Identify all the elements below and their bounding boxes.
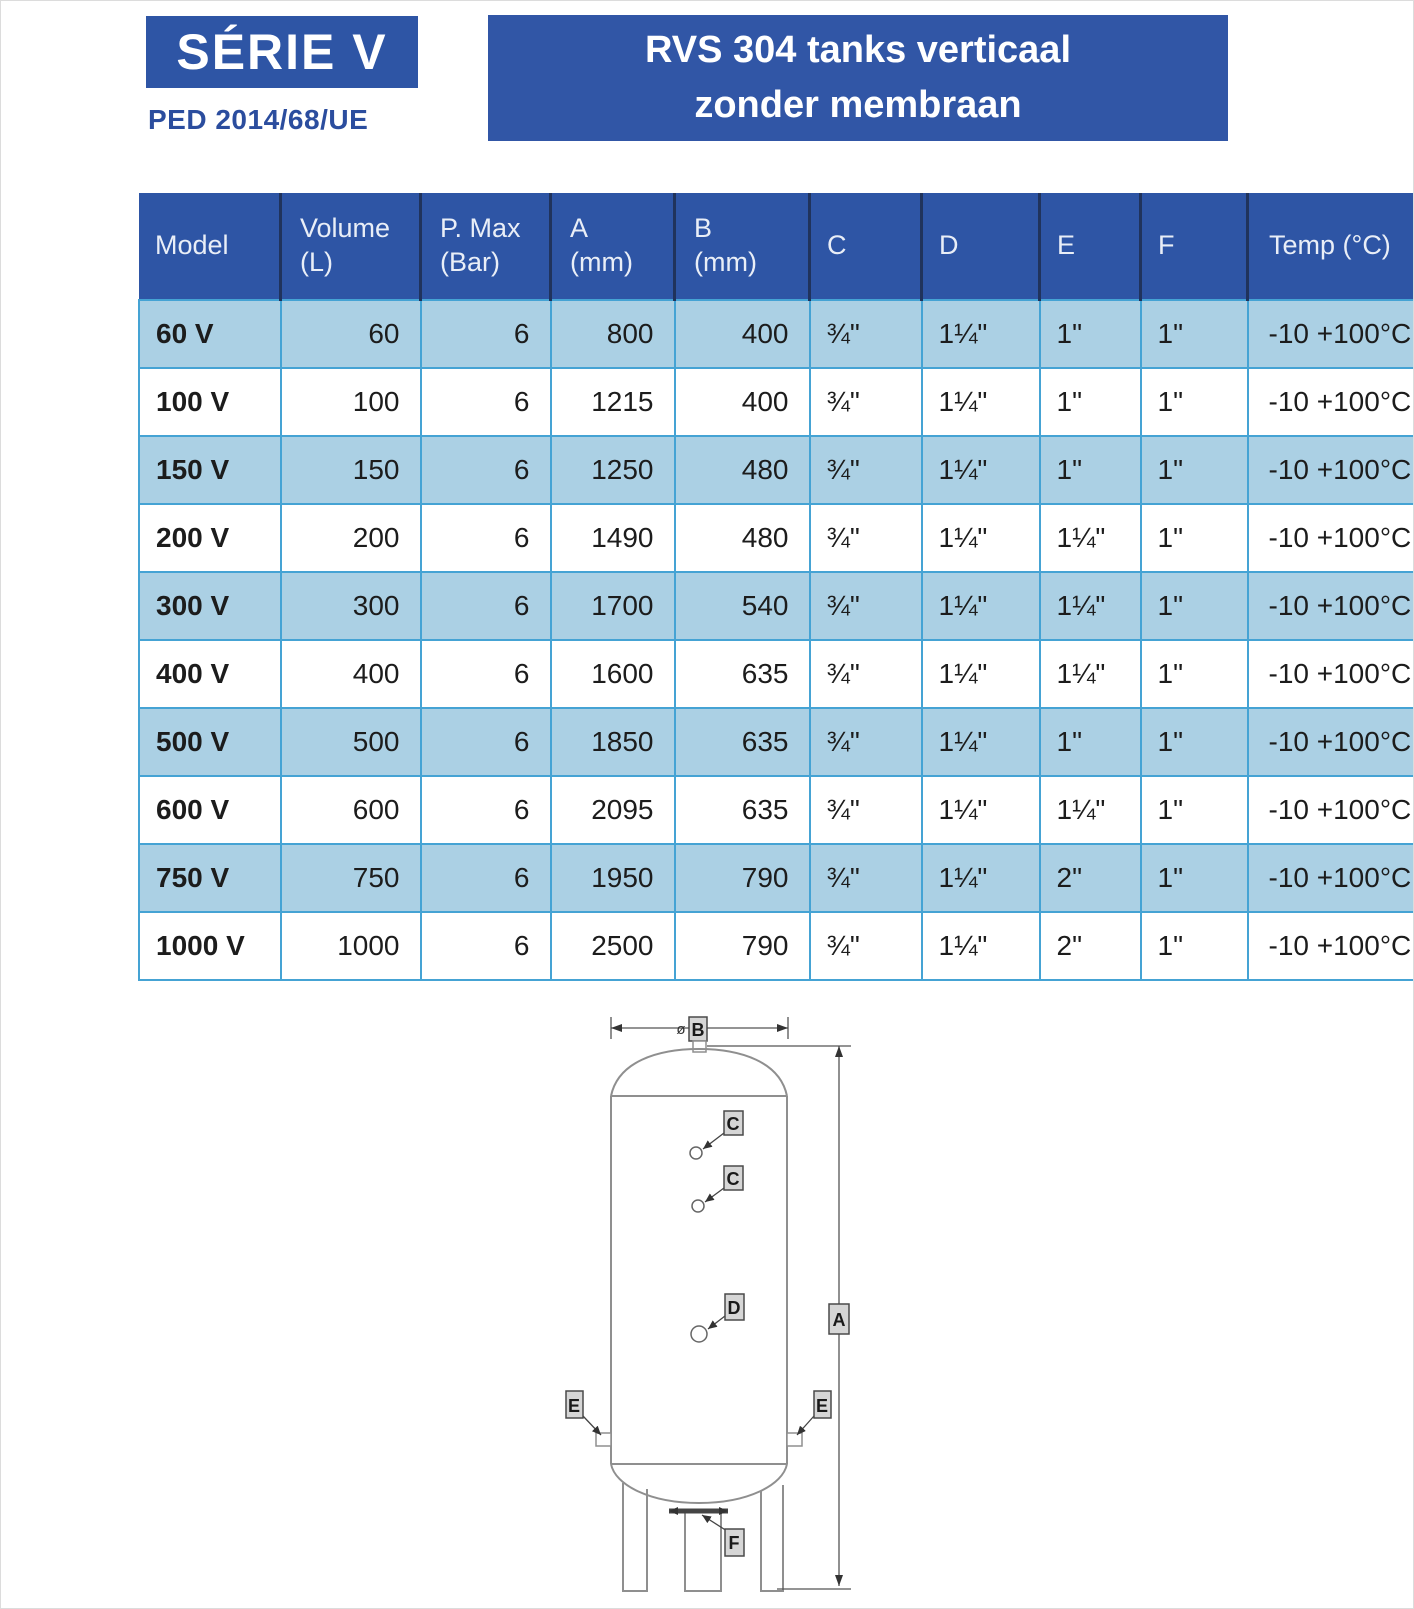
cell-d: 1¼" bbox=[922, 640, 1040, 708]
cell-pmax: 6 bbox=[421, 504, 551, 572]
cell-temp: -10 +100°C bbox=[1248, 912, 1414, 980]
cell-pmax: 6 bbox=[421, 572, 551, 640]
cell-b: 400 bbox=[675, 300, 810, 368]
cell-e: 1" bbox=[1040, 708, 1141, 776]
cell-f: 1" bbox=[1141, 912, 1248, 980]
column-header-label: E bbox=[1057, 230, 1076, 261]
cell-d: 1¼" bbox=[922, 368, 1040, 436]
cell-temp: -10 +100°C bbox=[1248, 300, 1414, 368]
cell-e: 1¼" bbox=[1040, 640, 1141, 708]
cell-volume: 600 bbox=[281, 776, 421, 844]
column-header-volume bbox=[281, 193, 421, 300]
table-header bbox=[139, 193, 1414, 300]
cell-d: 1¼" bbox=[922, 504, 1040, 572]
cell-f: 1" bbox=[1141, 436, 1248, 504]
label-c-top: C bbox=[726, 1114, 740, 1134]
leg-left bbox=[623, 1483, 647, 1591]
cell-a: 1250 bbox=[551, 436, 675, 504]
table-row bbox=[139, 844, 1414, 912]
spec-table bbox=[138, 193, 1414, 981]
cell-model: 400 V bbox=[139, 640, 281, 708]
table-row bbox=[139, 572, 1414, 640]
table-row bbox=[139, 708, 1414, 776]
column-header-c bbox=[810, 193, 922, 300]
cell-e: 1¼" bbox=[1040, 572, 1141, 640]
table-row bbox=[139, 436, 1414, 504]
cell-volume: 200 bbox=[281, 504, 421, 572]
label-a: A bbox=[832, 1310, 846, 1330]
cell-volume: 100 bbox=[281, 368, 421, 436]
label-e-left: E bbox=[567, 1396, 581, 1416]
cell-pmax: 6 bbox=[421, 844, 551, 912]
cell-a: 1700 bbox=[551, 572, 675, 640]
leg-right bbox=[761, 1485, 783, 1591]
cell-f: 1" bbox=[1141, 572, 1248, 640]
cell-temp: -10 +100°C bbox=[1248, 708, 1414, 776]
cell-b: 790 bbox=[675, 912, 810, 980]
cell-volume: 150 bbox=[281, 436, 421, 504]
cell-e: 1" bbox=[1040, 300, 1141, 368]
column-header-b bbox=[675, 193, 810, 300]
cell-temp: -10 +100°C bbox=[1248, 776, 1414, 844]
cell-volume: 300 bbox=[281, 572, 421, 640]
ped-certification-label: PED 2014/68/UE bbox=[148, 104, 369, 135]
column-header-unit: (mm) bbox=[570, 247, 633, 277]
label-b: B bbox=[691, 1020, 705, 1040]
cell-model: 600 V bbox=[139, 776, 281, 844]
column-header-e bbox=[1040, 193, 1141, 300]
label-e-right: E bbox=[815, 1396, 829, 1416]
column-header-label: B bbox=[694, 213, 713, 244]
cell-a: 1215 bbox=[551, 368, 675, 436]
column-header-temp bbox=[1248, 193, 1414, 300]
cell-a: 1850 bbox=[551, 708, 675, 776]
title-line-2: zonder membraan bbox=[694, 84, 1022, 126]
cell-c: ¾" bbox=[810, 300, 922, 368]
title-line-1: RVS 304 tanks verticaal bbox=[644, 28, 1071, 71]
callout-e-left bbox=[566, 1391, 601, 1435]
column-header-model bbox=[139, 193, 281, 300]
table-row bbox=[139, 300, 1414, 368]
cell-a: 2095 bbox=[551, 776, 675, 844]
cell-e: 1" bbox=[1040, 436, 1141, 504]
column-header-unit: (L) bbox=[300, 247, 333, 277]
cell-b: 635 bbox=[675, 640, 810, 708]
column-header-label: P. Max bbox=[440, 213, 521, 244]
cell-c: ¾" bbox=[810, 776, 922, 844]
table-header-row bbox=[139, 193, 1414, 300]
cell-pmax: 6 bbox=[421, 640, 551, 708]
column-header-label: Model bbox=[155, 230, 229, 261]
cell-a: 800 bbox=[551, 300, 675, 368]
column-header-label: F bbox=[1158, 230, 1175, 261]
callout-d bbox=[691, 1294, 744, 1342]
cell-model: 300 V bbox=[139, 572, 281, 640]
tank-outline bbox=[596, 1041, 802, 1591]
cell-a: 1950 bbox=[551, 844, 675, 912]
leg-center bbox=[685, 1513, 721, 1591]
cell-pmax: 6 bbox=[421, 708, 551, 776]
cell-volume: 400 bbox=[281, 640, 421, 708]
column-header-label: Temp (°C) bbox=[1269, 230, 1391, 261]
cell-temp: -10 +100°C bbox=[1248, 504, 1414, 572]
column-header-unit: (mm) bbox=[694, 247, 757, 277]
table-row bbox=[139, 640, 1414, 708]
cell-f: 1" bbox=[1141, 708, 1248, 776]
cell-pmax: 6 bbox=[421, 776, 551, 844]
cell-pmax: 6 bbox=[421, 436, 551, 504]
cell-f: 1" bbox=[1141, 504, 1248, 572]
cell-d: 1¼" bbox=[922, 708, 1040, 776]
cell-b: 480 bbox=[675, 436, 810, 504]
cell-b: 635 bbox=[675, 708, 810, 776]
label-c-mid: C bbox=[726, 1169, 740, 1189]
cell-b: 540 bbox=[675, 572, 810, 640]
cell-c: ¾" bbox=[810, 572, 922, 640]
dimension-b bbox=[611, 1017, 788, 1041]
cell-e: 1¼" bbox=[1040, 504, 1141, 572]
top-nozzle bbox=[693, 1041, 706, 1052]
column-header-d bbox=[922, 193, 1040, 300]
cell-f: 1" bbox=[1141, 368, 1248, 436]
cell-f: 1" bbox=[1141, 300, 1248, 368]
cell-model: 1000 V bbox=[139, 912, 281, 980]
cell-volume: 750 bbox=[281, 844, 421, 912]
cell-e: 2" bbox=[1040, 912, 1141, 980]
cell-e: 2" bbox=[1040, 844, 1141, 912]
cell-c: ¾" bbox=[810, 436, 922, 504]
cell-b: 400 bbox=[675, 368, 810, 436]
cell-d: 1¼" bbox=[922, 844, 1040, 912]
label-f: F bbox=[728, 1533, 740, 1553]
column-header-label: D bbox=[939, 230, 959, 261]
cell-model: 500 V bbox=[139, 708, 281, 776]
cell-e: 1¼" bbox=[1040, 776, 1141, 844]
cell-c: ¾" bbox=[810, 912, 922, 980]
cell-pmax: 6 bbox=[421, 368, 551, 436]
cell-temp: -10 +100°C bbox=[1248, 572, 1414, 640]
series-badge bbox=[146, 16, 418, 88]
cell-c: ¾" bbox=[810, 844, 922, 912]
cell-c: ¾" bbox=[810, 640, 922, 708]
cell-f: 1" bbox=[1141, 776, 1248, 844]
title-banner bbox=[488, 15, 1228, 141]
cell-temp: -10 +100°C bbox=[1248, 640, 1414, 708]
cell-c: ¾" bbox=[810, 504, 922, 572]
cell-d: 1¼" bbox=[922, 572, 1040, 640]
cell-temp: -10 +100°C bbox=[1248, 844, 1414, 912]
cell-temp: -10 +100°C bbox=[1248, 436, 1414, 504]
cell-model: 750 V bbox=[139, 844, 281, 912]
callout-e-right bbox=[797, 1391, 831, 1435]
column-header-unit: (Bar) bbox=[440, 247, 500, 277]
callout-c-mid bbox=[692, 1166, 743, 1212]
cell-model: 150 V bbox=[139, 436, 281, 504]
column-header-label: Volume bbox=[300, 213, 391, 244]
cell-d: 1¼" bbox=[922, 912, 1040, 980]
column-header-a bbox=[551, 193, 675, 300]
cell-model: 200 V bbox=[139, 504, 281, 572]
table-row bbox=[139, 912, 1414, 980]
table-row bbox=[139, 776, 1414, 844]
cell-b: 480 bbox=[675, 504, 810, 572]
cell-pmax: 6 bbox=[421, 300, 551, 368]
cell-temp: -10 +100°C bbox=[1248, 368, 1414, 436]
callout-c-top bbox=[690, 1111, 743, 1159]
column-header-label: C bbox=[827, 230, 847, 261]
cell-pmax: 6 bbox=[421, 912, 551, 980]
cell-model: 100 V bbox=[139, 368, 281, 436]
cell-f: 1" bbox=[1141, 640, 1248, 708]
cell-c: ¾" bbox=[810, 368, 922, 436]
cell-volume: 1000 bbox=[281, 912, 421, 980]
cell-a: 1600 bbox=[551, 640, 675, 708]
cell-volume: 500 bbox=[281, 708, 421, 776]
table-row bbox=[139, 368, 1414, 436]
side-nozzle-left bbox=[596, 1433, 611, 1446]
column-header-pmax bbox=[421, 193, 551, 300]
cell-a: 2500 bbox=[551, 912, 675, 980]
cell-f: 1" bbox=[1141, 844, 1248, 912]
callout-f bbox=[702, 1515, 744, 1556]
series-badge-label: SÉRIE V bbox=[176, 24, 388, 80]
cell-a: 1490 bbox=[551, 504, 675, 572]
column-header-label: A bbox=[570, 213, 589, 244]
cell-d: 1¼" bbox=[922, 436, 1040, 504]
cell-b: 790 bbox=[675, 844, 810, 912]
cell-e: 1" bbox=[1040, 368, 1141, 436]
cell-model: 60 V bbox=[139, 300, 281, 368]
diameter-symbol: ø bbox=[676, 1021, 686, 1038]
side-nozzle-right bbox=[787, 1433, 802, 1446]
table-body bbox=[139, 300, 1414, 980]
cell-c: ¾" bbox=[810, 708, 922, 776]
cell-d: 1¼" bbox=[922, 300, 1040, 368]
column-header-f bbox=[1141, 193, 1248, 300]
cell-d: 1¼" bbox=[922, 776, 1040, 844]
cell-volume: 60 bbox=[281, 300, 421, 368]
cell-b: 635 bbox=[675, 776, 810, 844]
label-d: D bbox=[727, 1298, 741, 1318]
tank-technical-drawing bbox=[521, 986, 941, 1606]
table-row bbox=[139, 504, 1414, 572]
